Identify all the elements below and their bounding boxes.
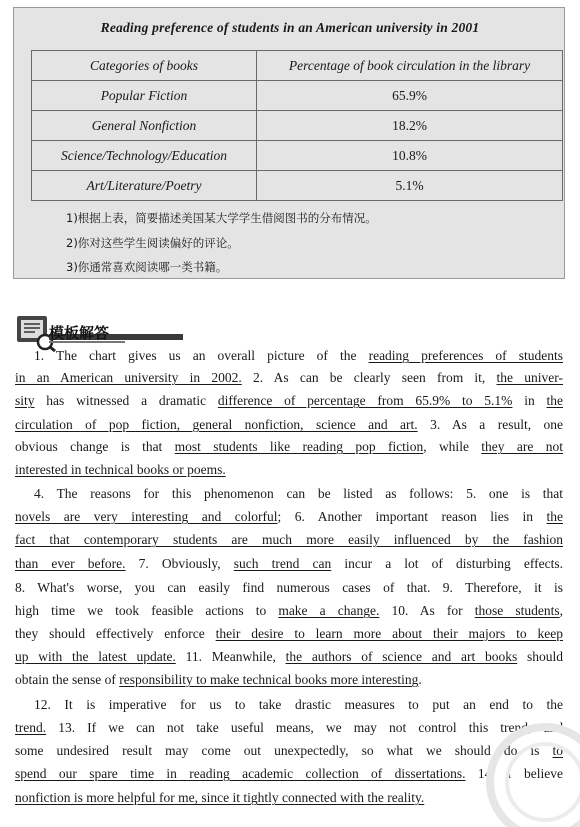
underlined-phrase: reading preferences of students [368, 348, 563, 363]
table-box [13, 7, 565, 279]
underlined-phrase: make a change. [278, 603, 380, 618]
underlined-phrase: fact that contemporary students are much more easily influenced by the fashion [15, 532, 563, 547]
text-segment: should [517, 649, 564, 664]
category-cell: Science/Technology/Education [32, 141, 257, 171]
text-segment: high time we took feasible actions to [15, 603, 279, 618]
section-title: 模板解答 [49, 324, 110, 342]
reading-preference-table [31, 50, 563, 201]
underlined-phrase: in an American university in 2002. [15, 370, 242, 385]
header-percentage: Percentage of book circulation in the library [257, 51, 563, 81]
underlined-phrase: most students like reading pop fiction [174, 439, 424, 454]
text-segment: , while [423, 439, 482, 454]
question-2: 2)你对这些学生阅读偏好的评论。 [66, 236, 239, 250]
table-title: Reading preference of students in an American university in 2001 [100, 20, 480, 35]
table-row [32, 171, 563, 201]
essay-line [15, 509, 563, 525]
text-segment: ; 6. Another important reason lies in [277, 509, 547, 524]
text-segment: in [512, 393, 547, 408]
text-segment: 7. Obviously, [125, 556, 234, 571]
header-categories: Categories of books [32, 51, 257, 81]
category-cell: Popular Fiction [32, 81, 257, 111]
table-row [32, 81, 563, 111]
underlined-phrase: those students [474, 603, 560, 618]
underlined-phrase: difference of percentage from 65.9% to 5.1% [217, 393, 513, 408]
table-row [32, 111, 563, 141]
essay-line [15, 580, 563, 596]
underlined-phrase: such trend can [233, 556, 332, 571]
text-segment: incur a lot of disturbing effects. [331, 556, 563, 571]
text-segment: 10. As for [379, 603, 475, 618]
essay-line [15, 370, 563, 386]
stamp-watermark [470, 707, 580, 827]
text-segment: 14. I believe [465, 766, 563, 781]
essay-line [15, 626, 563, 642]
essay-line [15, 649, 563, 665]
underlined-phrase: interested in technical books or poems. [15, 462, 226, 477]
text-segment: obtain the sense of [15, 672, 120, 687]
underlined-phrase: trend. [15, 720, 47, 735]
text-segment: obvious change is that [15, 439, 175, 454]
essay-line [15, 556, 563, 572]
text-segment: 4. The reasons for this phenomenon can be listed as follows: 5. one is that [34, 486, 563, 501]
underlined-phrase: sity [15, 393, 35, 408]
underlined-phrase: they are not [481, 439, 563, 454]
essay-line [15, 532, 563, 548]
underlined-phrase: the authors of science and art books [285, 649, 518, 664]
essay-line [15, 439, 563, 455]
underlined-phrase: up with the latest update. [15, 649, 176, 664]
essay-line [15, 672, 563, 688]
underlined-phrase: the [546, 393, 563, 408]
text-segment: 1. The chart gives us an overall picture of the [34, 348, 369, 363]
underlined-phrase: their desire to learn more about their majors to keep [215, 626, 563, 641]
essay-line [34, 486, 563, 502]
text-segment: 2. As can be clearly seen from it, [241, 370, 497, 385]
underlined-phrase: the [546, 509, 563, 524]
text-segment: 8. What's worse, you can easily find numerous cases of that. 9. Therefore, it is [15, 580, 563, 595]
essay-line [34, 348, 563, 364]
text-segment: . [418, 672, 422, 687]
table-row [32, 141, 563, 171]
category-cell: Art/Literature/Poetry [32, 171, 257, 201]
text-segment: 3. As a result, one [417, 417, 563, 432]
underlined-phrase: nonfiction is more helpful for me, since it tightly connected with the reality. [15, 790, 425, 805]
essay-line [15, 603, 563, 619]
category-cell: General Nonfiction [32, 111, 257, 141]
essay-line [15, 417, 563, 433]
value-cell: 65.9% [257, 81, 563, 111]
question-3: 3)你通常喜欢阅读哪一类书籍。 [66, 260, 228, 274]
underlined-phrase: than ever before. [15, 556, 126, 571]
text-segment: some undesired result may come out unexpectedly, so what we should do is [15, 743, 553, 758]
text-segment: , [559, 603, 564, 618]
text-segment: has witnessed a dramatic [34, 393, 218, 408]
value-cell: 10.8% [257, 141, 563, 171]
text-segment: 13. If we can not take useful means, we may not control this trend, and [46, 720, 563, 735]
text-segment: 11. Meanwhile, [175, 649, 286, 664]
underlined-phrase: circulation of pop fiction, general nonfiction, science and art. [15, 417, 418, 432]
value-cell: 5.1% [257, 171, 563, 201]
text-segment: they should effectively enforce [15, 626, 216, 641]
essay-line [15, 462, 563, 478]
value-cell: 18.2% [257, 111, 563, 141]
underlined-phrase: to [552, 743, 563, 758]
underlined-phrase: novels are very interesting and colorful [15, 509, 278, 524]
question-1: 1)根据上表，简要描述美国某大学学生借阅图书的分布情况。 [66, 211, 377, 225]
underlined-phrase: the univer- [496, 370, 563, 385]
text-segment: 12. It is imperative for us to take drastic measures to put an end to the [34, 697, 563, 712]
essay-line [15, 393, 563, 409]
underlined-phrase: responsibility to make technical books more interesting [119, 672, 419, 687]
table-header-row [32, 51, 563, 81]
underlined-phrase: spend our spare time in reading academic collection of dissertations. [15, 766, 466, 781]
